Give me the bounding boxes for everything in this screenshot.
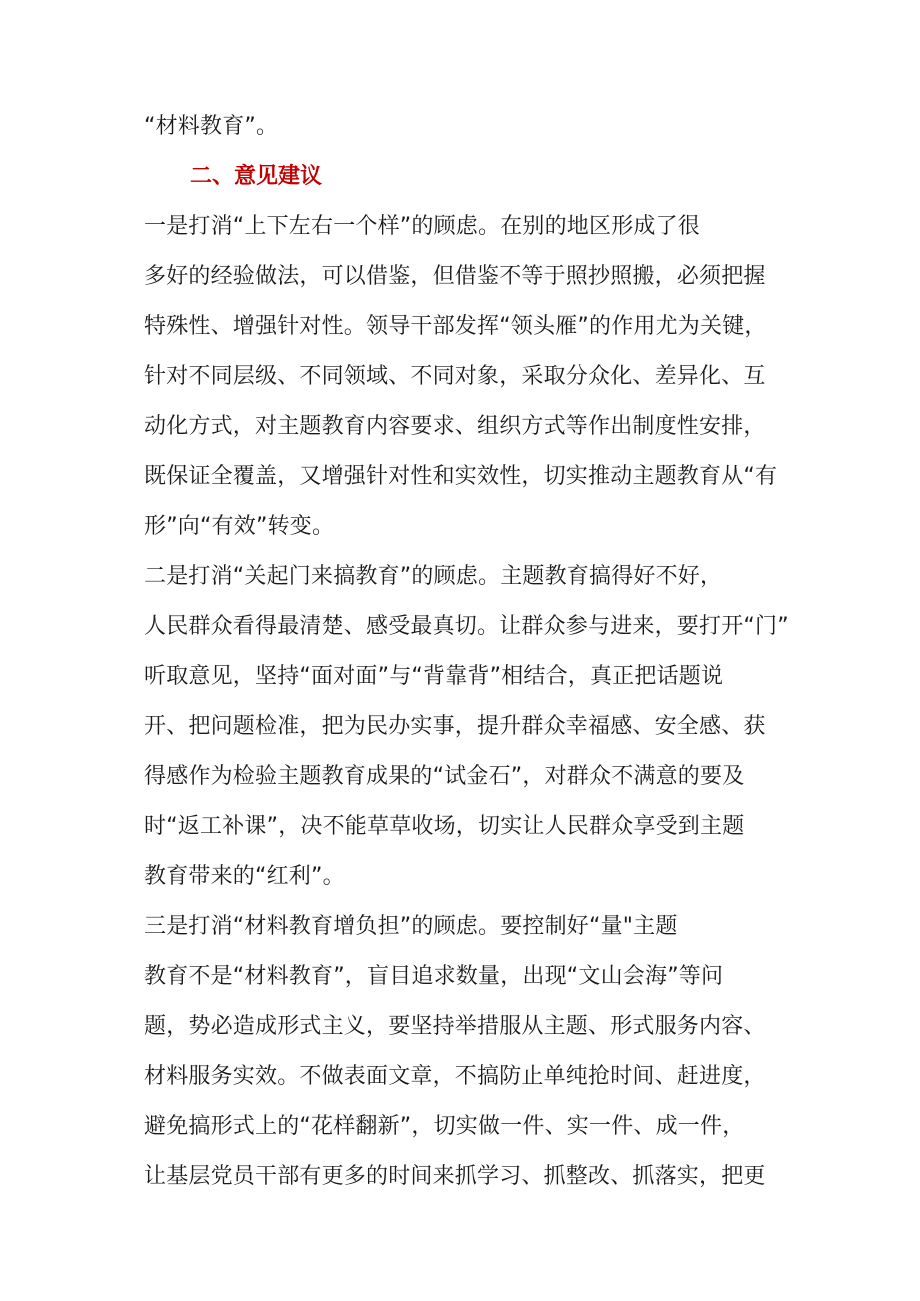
paragraph-2-line-1: 二是打消“关起门来搞教育”的顾虑。主题教育搞得好不好，: [144, 564, 723, 589]
paragraph-2-line-2: 人民群众看得最清楚、感受最真切。让群众参与进来，要打开“门”: [144, 614, 789, 639]
paragraph-3-line-4: 材料服务实效。不做表面文章，不搞防止单纯抢时间、赶进度，: [144, 1064, 766, 1089]
paragraph-3-line-2: 教育不是“材料教育”，盲目追求数量，出现“文山会海”等问: [144, 964, 724, 989]
paragraph-1-line-7: 形”向“有效”转变。: [144, 514, 335, 539]
paragraph-1-line-5: 动化方式，对主题教育内容要求、组织方式等作出制度性安排，: [144, 414, 766, 439]
paragraph-3-line-3: 题，势必造成形式主义，要坚持举措服从主题、形式服务内容、: [144, 1014, 766, 1039]
paragraph-2-line-3: 听取意见，坚持“面对面”与“背靠背”相结合，真正把话题说: [144, 664, 724, 689]
paragraph-2-line-7: 教育带来的“红利”。: [144, 864, 345, 889]
paragraph-1-line-2: 多好的经验做法，可以借鉴，但借鉴不等于照抄照搬，必须把握: [144, 264, 766, 289]
paragraph-3-line-5: 避免搞形式上的“花样翻新”，切实做一件、实一件、成一件，: [144, 1114, 745, 1139]
paragraph-2-line-6: 时“返工补课”，决不能草草收场，切实让人民群众享受到主题: [144, 814, 745, 839]
paragraph-3-line-1: 三是打消“材料教育增负担”的顾虑。要控制好“量"主题: [144, 914, 678, 939]
paragraph-2-line-5: 得感作为检验主题教育成果的“试金石”，对群众不满意的要及: [144, 764, 745, 789]
paragraph-2-line-4: 开、把问题检准，把为民办实事，提升群众幸福感、安全感、获: [144, 714, 766, 739]
paragraph-1-line-3: 特殊性、增强针对性。领导干部发挥“领头雁”的作用尤为关键，: [144, 314, 767, 339]
opening-line: “材料教育”。: [144, 114, 279, 139]
paragraph-1-line-6: 既保证全覆盖，又增强针对性和实效性，切实推动主题教育从“有: [144, 464, 778, 489]
section-heading: 二、意见建议: [190, 164, 323, 189]
paragraph-1-line-1: 一是打消“上下左右一个样”的顾虑。在别的地区形成了很: [144, 214, 700, 239]
paragraph-1-line-4: 针对不同层级、不同领域、不同对象，采取分众化、差异化、互: [144, 364, 766, 389]
paragraph-3-line-6: 让基层党员干部有更多的时间来抓学习、抓整改、抓落实，把更: [144, 1164, 766, 1189]
